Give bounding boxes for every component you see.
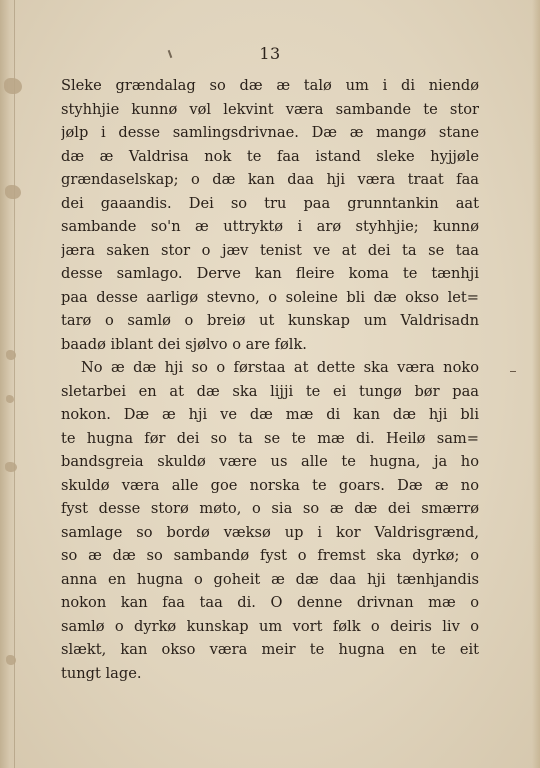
- body-text: [61, 74, 479, 685]
- text-line: grændaselskap; o dæ kan daa hji væra traat faa: [61, 171, 479, 188]
- text-line: nokon kan faa taa di. O denne drivnan mæ o: [61, 594, 479, 611]
- text-line: te hugna før dei so ta se te mæ di. Heilø sam=: [61, 429, 479, 447]
- text-line: skuldø væra alle goe norska te goars. Dæ æ no: [61, 476, 479, 494]
- text-line: baadø iblant dei sjølvo o are følk.: [61, 335, 307, 353]
- text-line: tungt lage.: [61, 664, 142, 682]
- text-line: Sleke grændalag so dæ æ talø um i di niendø: [61, 77, 479, 94]
- binding-stitch: [6, 350, 16, 360]
- text-line: styhhjie kunnø vøl lekvint væra sambande te stor: [61, 100, 479, 118]
- binding-stitch: [4, 78, 22, 94]
- page-edge-shadow: [532, 0, 540, 768]
- text-line: sambande so'n æ uttryktø i arø styhhjie; kunnø: [61, 218, 479, 235]
- text-line: paa desse aarligø stevno, o soleine bli dæ okso let=: [61, 288, 479, 306]
- page-number: 13: [259, 44, 281, 63]
- text-line: samlage so bordø væksø up i kor Valdrisgrænd,: [61, 523, 479, 541]
- binding-line: [14, 0, 15, 768]
- binding-stitch: [6, 395, 14, 403]
- margin-mark: [510, 371, 516, 372]
- text-line: jølp i desse samlingsdrivnae. Dæ æ mangø stane: [61, 124, 479, 141]
- text-line: fyst desse storø møto, o sia so æ dæ dei smærrø: [61, 500, 479, 517]
- text-line: slækt, kan okso væra meir te hugna en te eit: [61, 641, 479, 658]
- binding-stitch: [5, 185, 21, 199]
- text-line: bandsgreia skuldø være us alle te hugna, ja ho: [61, 453, 479, 470]
- binding-stitch: [6, 655, 16, 665]
- text-line: nokon. Dæ æ hji ve dæ mæ di kan dæ hji bli: [61, 406, 479, 423]
- text-line: so æ dæ so sambandø fyst o fremst ska dyrkø; o: [61, 547, 479, 564]
- binding-stitch: [5, 462, 17, 472]
- text-line: sletarbei en at dæ ska lijji te ei tungø bør paa: [61, 382, 479, 400]
- text-line: jæra saken stor o jæv tenist ve at dei ta se taa: [61, 241, 479, 259]
- text-line: anna en hugna o goheit æ dæ daa hji tænhjandis: [61, 570, 479, 588]
- text-line: samlø o dyrkø kunskap um vort følk o deiris liv o: [61, 617, 479, 635]
- text-line: dæ æ Valdrisa nok te faa istand sleke hyjjøle: [61, 147, 479, 165]
- text-line: No æ dæ hji so o førstaa at dette ska væra noko: [81, 359, 479, 376]
- text-line: tarø o samlø o breiø ut kunskap um Valdrisadn: [61, 312, 479, 329]
- text-line: desse samlago. Derve kan fleire koma te tænhji: [61, 265, 479, 282]
- text-line: dei gaaandis. Dei so tru paa grunntankin aat: [61, 194, 479, 212]
